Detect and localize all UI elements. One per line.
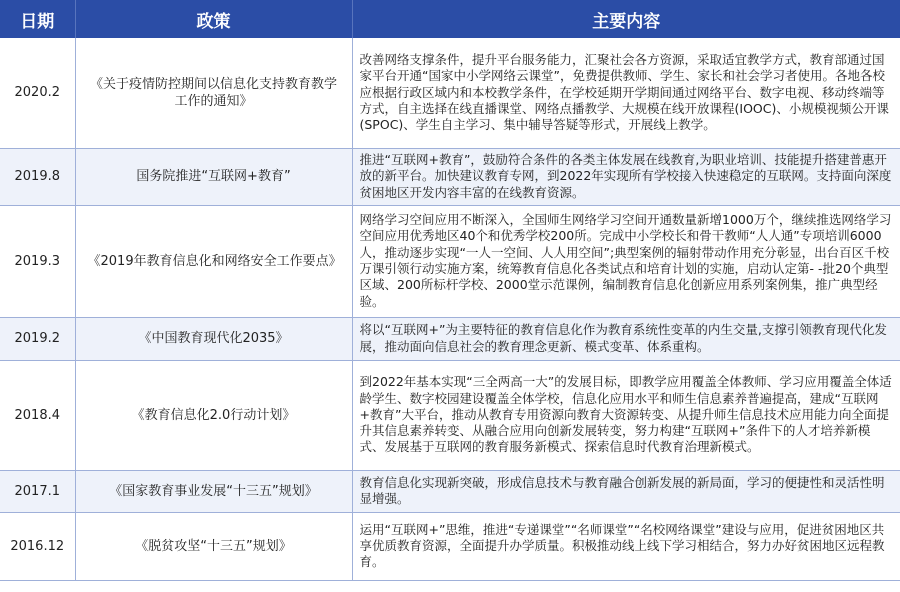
row-content: 推进“互联网+教育”，鼓励符合条件的各类主体发展在线教育,为职业培训、技能提升搭建普惠开放的新平台。加快建议教育专网，到2022年实现所有学校接入快速稳定的互联网。支持面向深度贫困地区开发内容丰富的在线教育资源。 (352, 148, 900, 205)
header-date: 日期 (0, 0, 75, 38)
row-policy: 《2019年教育信息化和网络安全工作要点》 (75, 205, 352, 317)
table-header (0, 0, 900, 38)
row-policy: 《教育信息化2.0行动计划》 (75, 360, 352, 470)
row-date: 2018.4 (0, 360, 75, 470)
table-row (0, 38, 900, 148)
row-policy: 《国家教育事业发展“十三五”规划》 (75, 470, 352, 512)
table-row (0, 317, 900, 360)
row-policy: 《关于疫情防控期间以信息化支持教育教学工作的通知》 (75, 38, 352, 148)
table-row (0, 470, 900, 512)
header-policy: 政策 (75, 0, 352, 38)
header-row (0, 0, 900, 38)
row-date: 2019.2 (0, 317, 75, 360)
row-date: 2016.12 (0, 512, 75, 580)
row-policy: 《脱贫攻坚“十三五”规划》 (75, 512, 352, 580)
row-content: 运用“互联网+”思维，推进“专递课堂”“名师课堂”“名校网络课堂”建设与应用，促进贫困地区共享优质教育资源，全面提升办学质量。积极推动线上线下学习相结合，努力办好贫困地区远程教育。 (352, 512, 900, 580)
row-date: 2019.8 (0, 148, 75, 205)
table-row (0, 205, 900, 317)
table-body (0, 38, 900, 580)
row-content: 到2022年基本实现“三全两高一大”的发展目标，即教学应用覆盖全体教师、学习应用覆盖全体适龄学生、数字校园建设覆盖全体学校，信息化应用水平和师生信息素养普遍提高，建成“互联网+教育”大平台，推动从教育专用资源向教育大资源转变、从提升师生信息技术应用能力向全面提升其信息素养转变、从融合应用向创新发展转变，努力构建“互联网+”条件下的人才培养新模式、发展基于互联网的教育服务新模式、探索信息时代教育治理新模式。 (352, 360, 900, 470)
row-date: 2017.1 (0, 470, 75, 512)
row-policy: 国务院推进“互联网+教育” (75, 148, 352, 205)
row-date: 2020.2 (0, 38, 75, 148)
row-policy: 《中国教育现代化2035》 (75, 317, 352, 360)
table-row (0, 512, 900, 580)
row-content: 教育信息化实现新突破，形成信息技术与教育融合创新发展的新局面，学习的便捷性和灵活性明显增强。 (352, 470, 900, 512)
table-row (0, 360, 900, 470)
row-content: 改善网络支撑条件，提升平台服务能力，汇聚社会各方资源，采取适宜教学方式，教育部通过国家平台开通“国家中小学网络云课堂”，免费提供教师、学生、家长和社会学习者使用。各地各校应根据行政区域内和本校教学条件，在学校延期开学期间通过网络平台、数字电视、移动终端等方式，自主选择在线直播课堂、网络点播教学、大规模在线开放课程(IOOC)、小规模视频公开课(SPOC)、学生自主学习、集中辅导答疑等形式，开展线上教学。 (352, 38, 900, 148)
header-content: 主要内容 (352, 0, 900, 38)
row-content: 将以“互联网+”为主要特征的教育信息化作为教育系统性变革的内生交量,支撑引领教育现代化发展，推动面向信息社会的教育理念更新、模式变革、体系重构。 (352, 317, 900, 360)
row-content: 网络学习空间应用不断深入，全国师生网络学习空间开通数量新增1000万个，继续推选网络学习空间应用优秀地区40个和优秀学校200所。完成中小学校长和骨干教师“人人通”专项培训6000人，推动逐步实现“一人一空间、人人用空间”;典型案例的辐射带动作用充分彰显，出台百区千校万课引领行动实施方案，统筹教育信息化各类试点和培育计划的实施，启动认定第- -批20个典型区域、200所标杆学校、2000堂示范课例，编制教育信息化创新应用系列案例集，推广典型经验。 (352, 205, 900, 317)
table-row (0, 148, 900, 205)
row-date: 2019.3 (0, 205, 75, 317)
